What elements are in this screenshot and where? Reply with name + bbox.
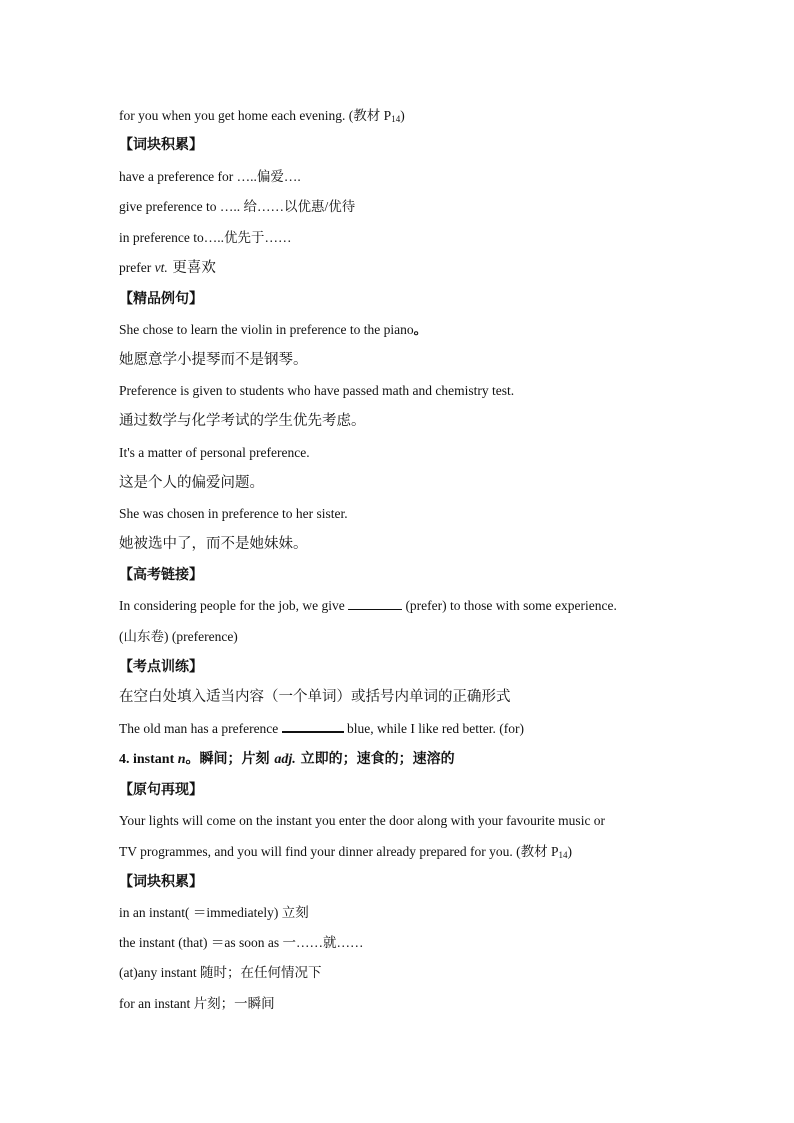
text-segment: 更喜欢 [167,260,216,276]
text-segment: blue, while I like red better. (for) [343,721,524,736]
text-line: the instant (that) ＝as soon as 一……就…… [119,935,364,950]
text-line: 她愿意学小提琴而不是钢琴。 [119,352,308,368]
text-segment: ) [567,844,573,859]
text-segment: prefer [119,260,155,275]
text-line [119,259,216,277]
section-heading: 【考点训练】 [119,659,203,675]
text-line: (山东卷) (preference) [119,629,238,644]
text-segment: for you when you get home each evening. (教材 P [119,108,392,123]
text-line [119,107,405,125]
text-line: She was chosen in preference to her sister. [119,506,348,521]
definition: 立即的；速食的；速溶的 [295,751,455,767]
definition: 。瞬间；片刻 [185,751,275,767]
text-line: give preference to ….. 给……以优惠/优待 [119,199,356,214]
text-line: (at)any instant 随时；在任何情况下 [119,965,322,980]
text-line: 她被选中了，而不是她妹妹。 [119,536,308,552]
answer-blank[interactable] [282,719,344,733]
vocabulary-heading [119,750,455,769]
text-line: have a preference for …..偏爱…. [119,169,301,184]
section-heading: 【词块积累】 [119,874,203,890]
section-heading: 【高考链接】 [119,567,203,583]
text-segment: TV programmes, and you will find your dinner already prepared for you. (教材 P [119,844,559,859]
text-segment: In considering people for the job, we give [119,598,349,613]
word-entry: 4. instant [119,752,178,767]
text-line: 在空白处填入适当内容（一个单词）或括号内单词的正确形式 [119,689,511,705]
part-of-speech: adj. [274,752,296,767]
text-segment: ) [400,108,405,123]
text-line [119,719,524,738]
text-line: 通过数学与化学考试的学生优先考虑。 [119,413,366,429]
section-heading: 【原句再现】 [119,782,203,798]
text-line: 这是个人的偏爱问题。 [119,475,264,491]
text-line [119,597,617,615]
text-segment: (prefer) to those with some experience. [402,598,617,613]
text-line: for an instant 片刻；一瞬间 [119,996,275,1011]
text-segment: 。 [413,322,428,337]
answer-blank[interactable] [348,597,402,610]
text-line [119,321,427,339]
text-line: in an instant( ＝immediately) 立刻 [119,905,309,920]
text-segment: She chose to learn the violin in preference to the piano [119,322,414,337]
text-line [119,843,572,861]
part-of-speech: vt. [154,260,168,275]
part-of-speech: n [177,752,186,767]
section-heading: 【精品例句】 [119,291,203,307]
section-heading: 【词块积累】 [119,137,203,153]
text-line: It's a matter of personal preference. [119,445,310,460]
text-line: Preference is given to students who have passed math and chemistry test. [119,383,515,398]
subscript: 14 [391,114,401,124]
subscript: 14 [558,850,568,860]
text-line: Your lights will come on the instant you enter the door along with your favourite music or [119,813,606,828]
text-segment: The old man has a preference [119,721,282,736]
text-line: in preference to…..优先于…… [119,230,292,245]
